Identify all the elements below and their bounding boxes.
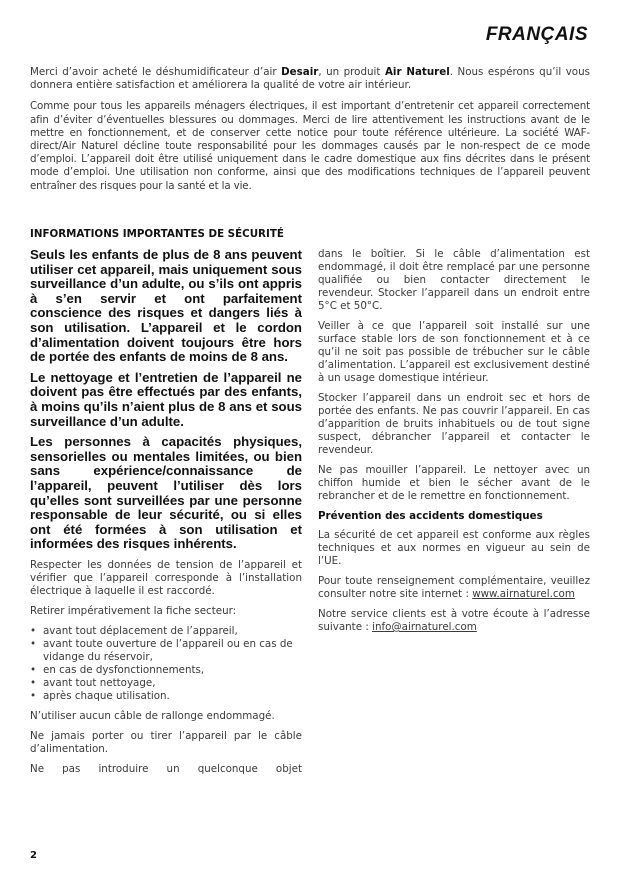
list-item xyxy=(30,690,302,703)
intro-section xyxy=(30,66,590,193)
list-item xyxy=(30,638,302,664)
bullet-icon: • xyxy=(30,663,37,676)
stable-surface-paragraph: Veiller à ce que l’appareil soit installé sur une surface stable lors de son fonctionnement et à ce qu’il ne soit pas possible de trébucher sur le câble d’alimentation. L’appareil est exclusivement destiné à un usage domestique intérieur. xyxy=(318,320,590,384)
intro-text: Merci d’avoir acheté le déshumidificateur d’air xyxy=(30,66,282,78)
bullet-icon: • xyxy=(30,676,37,689)
product-name: Desair xyxy=(281,66,319,78)
insert-object-continued: dans le boîtier. Si le câble d’alimentation est endommagé, il doit être remplacé par une personne qualifiée ou bien contacter directement le revendeur. Stocker l’appareil dans un endroit entre 5°C et 50°C. xyxy=(318,248,590,312)
page-number: 2 xyxy=(30,850,37,861)
children-warning: Seuls les enfants de plus de 8 ans peuvent utiliser cet appareil, mais uniquement sous surveillance d’un adulte, ou s’ils ont appris à s’en servir et ont parfaitement conscience des risques et dangers liés à son utilisation. L’appareil et le cordon d’alimentation doivent toujours être hors de portée des enfants de moins de 8 ans. xyxy=(30,247,302,365)
reduced-capacity-warning: Les personnes à capacités physiques, sensorielles ou mentales limitées, ou bien sans expérience/connaissance de l’appareil, peuvent l’utiliser dès lors qu’elles sont surveillées par une personne responsable de leur sécurité, ou si elles ont été formées à son utilisation et informées des risques inhérents. xyxy=(30,434,302,552)
extension-cable-paragraph: N’utiliser aucun câble de rallonge endommagé. xyxy=(30,709,275,722)
voltage-paragraph: Respecter les données de tension de l’appareil et vérifier que l’appareil corresponde à l’installation électrique à laquelle il est raccordé. xyxy=(30,558,302,597)
cleaning-paragraph: Ne pas mouiller l’appareil. Le nettoyer avec un chiffon humide et bien le sécher avant de le rebrancher et de le remettre en fonctionnement. xyxy=(318,464,590,502)
safety-heading: INFORMATIONS IMPORTANTES DE SÉCURITÉ xyxy=(30,228,284,240)
page-title: FRANÇAIS xyxy=(485,24,588,45)
bullet-icon: • xyxy=(30,624,37,637)
intro-paragraph-thanks xyxy=(30,66,590,92)
insert-object-paragraph: Ne pas introduire un quelconque objet xyxy=(30,762,302,775)
website-link[interactable]: www.airnaturel.com xyxy=(472,588,575,600)
contact-text: Notre service clients est à votre écoute à l’adresse suivante : xyxy=(318,608,590,633)
website-paragraph xyxy=(318,575,590,601)
contact-paragraph xyxy=(318,608,590,634)
bullet-icon: • xyxy=(30,689,37,702)
list-item-text: avant toute ouverture de l’appareil ou en cas de vidange du réservoir, xyxy=(43,637,293,663)
left-column xyxy=(30,248,302,776)
list-item xyxy=(30,677,302,690)
bullet-icon: • xyxy=(30,637,37,650)
list-item-text: après chaque utilisation. xyxy=(43,689,170,702)
eu-compliance-paragraph: La sécurité de cet appareil est conforme aux règles techniques et aux normes en vigueur au sein de l’UE. xyxy=(318,529,590,567)
list-item-text: en cas de dysfonctionnements, xyxy=(43,663,205,676)
list-item xyxy=(30,664,302,677)
list-item-text: avant tout déplacement de l’appareil, xyxy=(43,624,238,637)
intro-text: . Nous espérons qu’il vous donnera entière satisfaction et améliorera la qualité de votre air intérieur. xyxy=(30,66,591,92)
list-item xyxy=(30,625,302,638)
brand-name: Air Naturel xyxy=(384,66,450,78)
carry-cable-paragraph: Ne jamais porter ou tirer l’appareil par le câble d’alimentation. xyxy=(30,729,302,755)
intro-text: , un produit xyxy=(318,66,385,78)
storage-paragraph: Stocker l’appareil dans un endroit sec et hors de portée des enfants. Ne pas couvrir l’appareil. En cas d’apparition de bruits inhabituels ou de tout signe suspect, débrancher l’appareil et contacter le revendeur. xyxy=(318,392,590,456)
unplug-paragraph: Retirer impérativement la fiche secteur: xyxy=(30,604,237,617)
website-text: Pour toute renseignement complémentaire, veuillez consulter notre site internet : xyxy=(318,575,590,600)
prevention-heading: Prévention des accidents domestiques xyxy=(318,510,543,522)
intro-paragraph-maintenance: Comme pour tous les appareils ménagers électriques, il est important d’entretenir cet appareil correctement afin d’éviter d’éventuelles blessures ou dommages. Merci de lire attentivement les instructions avant de le mettre en fonctionnement, et de conserver cette notice pour toute référence ultérieure. La société WAF-direct/Air Naturel décline toute responsabilité pour les dommages causés par le non-respect de ce mode d’emploi. L’appareil doit être utilisé uniquement dans le cadre domestique aux fins décrites dans le présent mode d’emploi. Une utilisation non conforme, ainsi que des modifications techniques de l’appareil peuvent entraîner des risques pour la santé et la vie. xyxy=(30,100,590,192)
unplug-list xyxy=(30,625,302,703)
list-item-text: avant tout nettoyage, xyxy=(43,676,156,689)
email-link[interactable]: info@airnaturel.com xyxy=(372,621,477,633)
right-column xyxy=(318,248,590,634)
cleaning-warning: Le nettoyage et l’entretien de l’appareil ne doivent pas être effectués par des enfants, à moins qu’ils n’aient plus de 8 ans et sous surveillance d’un adulte. xyxy=(30,369,302,429)
